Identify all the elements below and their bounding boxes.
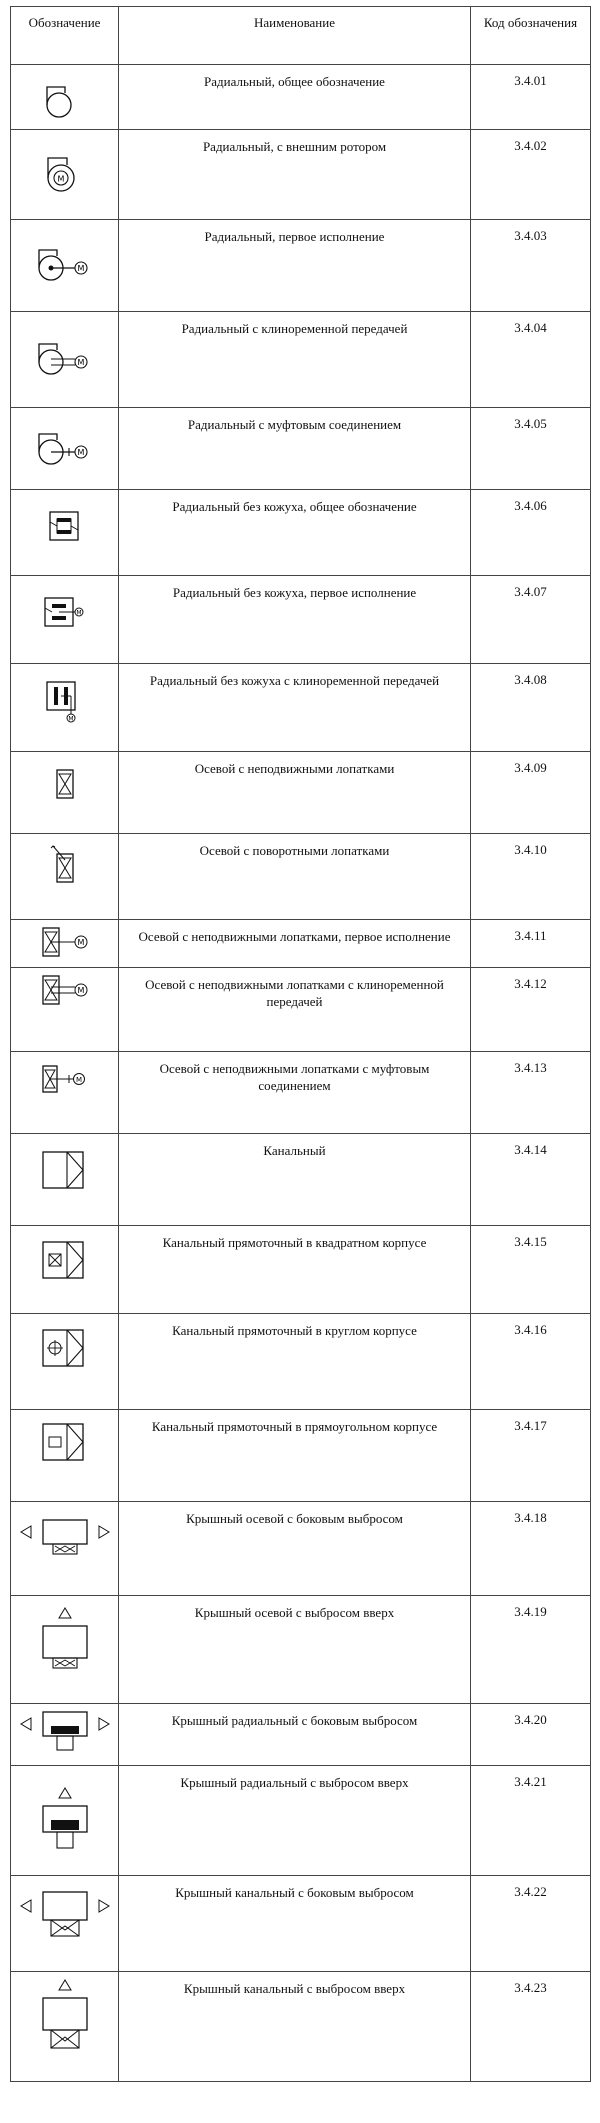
row-code: 3.4.21 [471, 1766, 591, 1876]
header-name: Наименование [119, 7, 471, 65]
row-name: Радиальный без кожуха с клиноременной передачей [119, 664, 471, 752]
row-code: 3.4.15 [471, 1226, 591, 1314]
table-row [11, 1596, 591, 1704]
roof-duct-up-icon [30, 1978, 100, 2064]
roof-radial-side-icon [17, 1708, 113, 1764]
table-row [11, 408, 591, 490]
row-code: 3.4.23 [471, 1972, 591, 2082]
duct-fan-icon [35, 1144, 95, 1200]
radial-fan-external-rotor-icon [35, 142, 95, 202]
svg-text:M: M [77, 986, 85, 995]
axial-fan-rotary-blades-icon [45, 840, 85, 896]
row-code: 3.4.12 [471, 968, 591, 1052]
table-row [11, 576, 591, 664]
radial-fan-coupling-icon [25, 420, 105, 476]
row-code: 3.4.18 [471, 1502, 591, 1596]
table-row [11, 834, 591, 920]
axial-fan-fixed-coupling-icon [35, 1062, 95, 1106]
row-name: Радиальный без кожуха, общее обозначение [119, 490, 471, 576]
row-code: 3.4.05 [471, 408, 591, 490]
row-name: Радиальный без кожуха, первое исполнение [119, 576, 471, 664]
row-name: Канальный прямоточный в круглом корпусе [119, 1314, 471, 1410]
roof-radial-up-icon [30, 1786, 100, 1866]
duct-fan-round-icon [35, 1322, 95, 1378]
table-row [11, 1704, 591, 1766]
row-code: 3.4.02 [471, 130, 591, 220]
svg-text:M: M [68, 715, 74, 723]
symbols-table-wrap [10, 6, 590, 2082]
axial-fan-fixed-belt-icon [35, 972, 95, 1012]
row-name: Осевой с неподвижными лопатками с клиноременной передачей [119, 968, 471, 1052]
roof-axial-side-icon [17, 1512, 113, 1572]
duct-fan-square-icon [35, 1234, 95, 1290]
row-name: Радиальный с клиноременной передачей [119, 312, 471, 408]
table-row [11, 1502, 591, 1596]
duct-fan-rect-icon [35, 1416, 95, 1472]
row-name: Радиальный, общее обозначение [119, 65, 471, 130]
svg-text:M: M [75, 1076, 83, 1084]
row-code: 3.4.04 [471, 312, 591, 408]
row-code: 3.4.03 [471, 220, 591, 312]
table-row [11, 130, 591, 220]
table-row [11, 65, 591, 130]
row-code: 3.4.13 [471, 1052, 591, 1134]
table-row [11, 1410, 591, 1502]
radial-fan-no-casing-belt-icon [37, 674, 93, 730]
row-name: Осевой с неподвижными лопатками, первое исполнение [119, 920, 471, 968]
table-row [11, 1134, 591, 1226]
svg-text:M: M [76, 609, 82, 617]
svg-text:M: M [77, 264, 85, 273]
row-code: 3.4.19 [471, 1596, 591, 1704]
row-code: 3.4.22 [471, 1876, 591, 1972]
roof-axial-up-icon [30, 1604, 100, 1684]
row-code: 3.4.07 [471, 576, 591, 664]
svg-text:M: M [77, 358, 85, 367]
table-row [11, 664, 591, 752]
row-name: Осевой с неподвижными лопатками с муфтовым соединением [119, 1052, 471, 1134]
row-name: Канальный [119, 1134, 471, 1226]
axial-fan-fixed-blades-icon [45, 762, 85, 812]
table-row [11, 920, 591, 968]
row-code: 3.4.14 [471, 1134, 591, 1226]
row-code: 3.4.20 [471, 1704, 591, 1766]
table-row [11, 1972, 591, 2082]
row-code: 3.4.08 [471, 664, 591, 752]
symbols-table [10, 6, 591, 2082]
svg-text:M: M [57, 174, 65, 184]
table-row [11, 1226, 591, 1314]
table-row [11, 312, 591, 408]
row-name: Крышный канальный с боковым выбросом [119, 1876, 471, 1972]
row-code: 3.4.16 [471, 1314, 591, 1410]
header-row [11, 7, 591, 65]
table-row [11, 490, 591, 576]
table-row [11, 1052, 591, 1134]
row-name: Канальный прямоточный в квадратном корпусе [119, 1226, 471, 1314]
row-name: Радиальный, первое исполнение [119, 220, 471, 312]
header-code: Код обозначения [471, 7, 591, 65]
svg-text:M: M [77, 938, 85, 947]
row-name: Осевой с неподвижными лопатками [119, 752, 471, 834]
table-row [11, 220, 591, 312]
row-name: Крышный осевой с выбросом вверх [119, 1596, 471, 1704]
row-name: Осевой с поворотными лопатками [119, 834, 471, 920]
row-name: Радиальный с муфтовым соединением [119, 408, 471, 490]
radial-fan-first-version-icon [25, 234, 105, 294]
radial-fan-no-casing-icon [40, 504, 90, 554]
table-row [11, 1876, 591, 1972]
radial-fan-belt-drive-icon [25, 328, 105, 388]
table-row [11, 1314, 591, 1410]
row-name: Канальный прямоточный в прямоугольном корпусе [119, 1410, 471, 1502]
row-name: Крышный радиальный с выбросом вверх [119, 1766, 471, 1876]
row-name: Крышный осевой с боковым выбросом [119, 1502, 471, 1596]
table-row [11, 1766, 591, 1876]
radial-fan-general-icon [35, 73, 95, 129]
svg-text:M: M [77, 448, 85, 457]
table-row [11, 752, 591, 834]
axial-fan-fixed-first-icon [35, 924, 95, 964]
roof-duct-side-icon [17, 1886, 113, 1950]
row-code: 3.4.10 [471, 834, 591, 920]
row-code: 3.4.09 [471, 752, 591, 834]
table-row [11, 968, 591, 1052]
header-designation: Обозначение [11, 7, 119, 65]
row-code: 3.4.01 [471, 65, 591, 130]
row-code: 3.4.11 [471, 920, 591, 968]
row-code: 3.4.06 [471, 490, 591, 576]
radial-fan-no-casing-first-icon [35, 590, 95, 640]
row-name: Крышный канальный с выбросом вверх [119, 1972, 471, 2082]
row-name: Крышный радиальный с боковым выбросом [119, 1704, 471, 1766]
row-name: Радиальный, с внешним ротором [119, 130, 471, 220]
row-code: 3.4.17 [471, 1410, 591, 1502]
